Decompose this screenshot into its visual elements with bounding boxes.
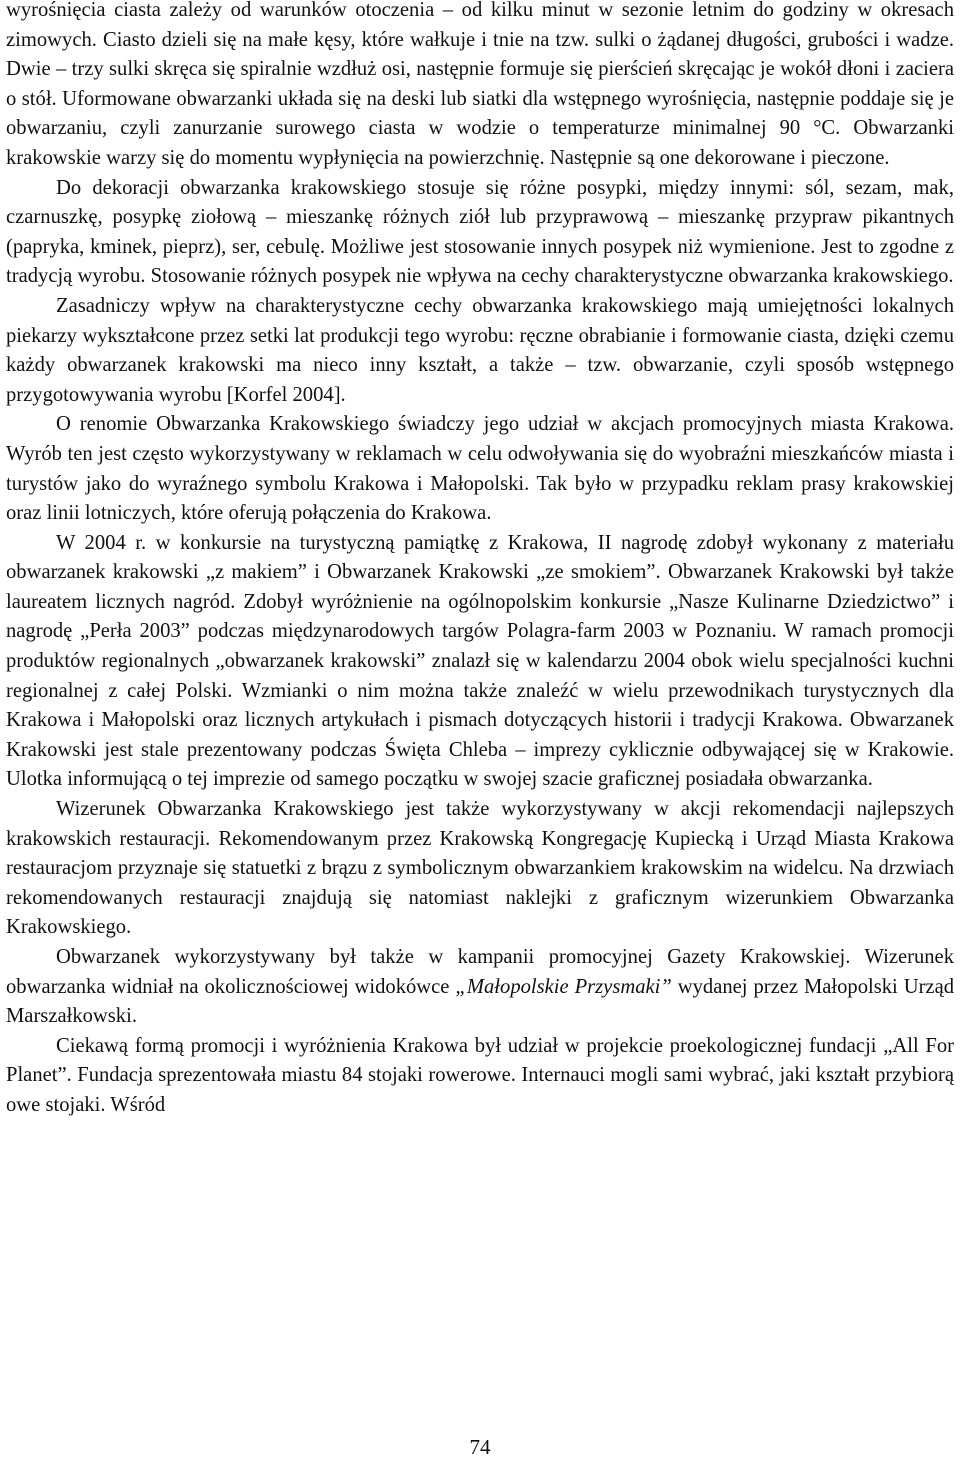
- paragraph-7-text-before: Obwarzanek wykorzystywany był także w kampanii promocyjnej Gazety Krakowskiej. Wizerunek obwarzanka widniał na okolicznościowej widokówce: [6, 946, 954, 998]
- paragraph-1: wyrośnięcia ciasta zależy od warunków otoczenia – od kilku minut w sezonie letnim do godziny w okresach zimowych. Ciasto dzieli się na małe kęsy, które wałkuje i tnie na tzw. sulki o żądanej długości, grubości i wadze. Dwie – trzy sulki skręca się spiralnie wzdłuż osi, następnie formuje się pierścień skręcając je wokół dłoni i zaciera o stół. Uformowane obwarzanki układa się na deski lub siatki dla wstępnego wyrośnięcia, następnie poddaje się je obwarzaniu, czyli zanurzanie surowego ciasta w wodzie o temperaturze minimalnej 90 °C. Obwarzanki krakowskie warzy się do momentu wypłynięcia na powierzchnię. Następnie są one dekorowane i pieczone.: [6, 0, 954, 169]
- paragraph-8: Ciekawą formą promocji i wyróżnienia Krakowa był udział w projekcie proekologicznej fundacji „All For Planet”. Fundacja sprezentowała miastu 84 stojaki rowerowe. Internauci mogli sami wybrać, jaki kształt przybiorą owe stojaki. Wśród: [6, 1034, 954, 1116]
- document-page: [6, 0, 954, 1121]
- page-number: 74: [469, 1435, 491, 1459]
- paragraph-7: [6, 943, 954, 1032]
- paragraph-6: Wizerunek Obwarzanka Krakowskiego jest także wykorzystywany w akcji rekomendacji najlepszych krakowskich restauracji. Rekomendowanym przez Krakowską Kongregację Kupiecką i Urząd Miasta Krakowa restauracjom przyznaje się statuetki z brązu z symbolicznym obwarzankiem krakowskim na widelcu. Na drzwiach rekomendowanych restauracji znajdują się natomiast naklejki z graficznym wizerunkiem Obwarzanka Krakowskiego.: [6, 798, 954, 939]
- paragraph-7-text-after: wydanej przez Małopolski Urząd Marszałkowski.: [6, 975, 955, 1028]
- paragraph-2: Do dekoracji obwarzanka krakowskiego stosuje się różne posypki, między innymi: sól, sezam, mak, czarnuszkę, posypkę ziołową – mieszankę różnych ziół lub przyprawową – mieszankę przypraw pikantnych (papryka, kminek, pieprz), ser, cebulę. Możliwe jest stosowanie innych posypek niż wymienione. Jest to zgodne z tradycją wyrobu. Stosowanie różnych posypek nie wpływa na cechy charakterystyczne obwarzanka krakowskiego.: [6, 176, 954, 288]
- paragraph-3: Zasadniczy wpływ na charakterystyczne cechy obwarzanka krakowskiego mają umiejętności lokalnych piekarzy wykształcone przez setki lat produkcji tego wyrobu: ręczne obrabianie i formowanie ciasta, dzięki czemu każdy obwarzanek krakowski ma nieco inny kształt, a także – tzw. obwarzanie, czyli sposób wstępnego przygotowywania wyrobu [Korfel 2004].: [6, 294, 954, 406]
- paragraph-4: O renomie Obwarzanka Krakowskiego świadczy jego udział w akcjach promocyjnych miasta Krakowa. Wyrób ten jest często wykorzystywany w reklamach w celu odwoływania się do wyobraźni mieszkańców miasta i turystów jako do wyraźnego symbolu Krakowa i Małopolski. Tak było w przypadku reklam prasy krakowskiej oraz linii lotniczych, które oferują połączenia do Krakowa.: [6, 413, 954, 525]
- paragraph-7-italic-title: „Małopolskie Przysmaki”: [455, 975, 672, 998]
- paragraph-5: W 2004 r. w konkursie na turystyczną pamiątkę z Krakowa, II nagrodę zdobył wykonany z materiału obwarzanek krakowski „z makiem” i Obwarzanek Krakowski „ze smokiem”. Obwarzanek Krakowski był także laureatem licznych nagród. Zdobył wyróżnienie na ogólnopolskim konkursie „Nasze Kulinarne Dziedzictwo” i nagrodę „Perła 2003” podczas międzynarodowych targów Polagra-farm 2003 w Poznaniu. W ramach promocji produktów regionalnych „obwarzanek krakowski” znalazł się w kalendarzu 2004 obok wielu specjalności kuchni regionalnej z całej Polski. Wzmianki o nim można także znaleźć w wielu przewodnikach turystycznych dla Krakowa i Małopolski oraz licznych artykułach i pismach dotyczących historii i tradycji Krakowa. Obwarzanek Krakowski jest stale prezentowany podczas Święta Chleba – imprezy cyklicznie odbywającej się w Krakowie. Ulotka informującą o tej imprezie od samego początku w swojej szacie graficznej posiadała obwarzanka.: [6, 531, 954, 791]
